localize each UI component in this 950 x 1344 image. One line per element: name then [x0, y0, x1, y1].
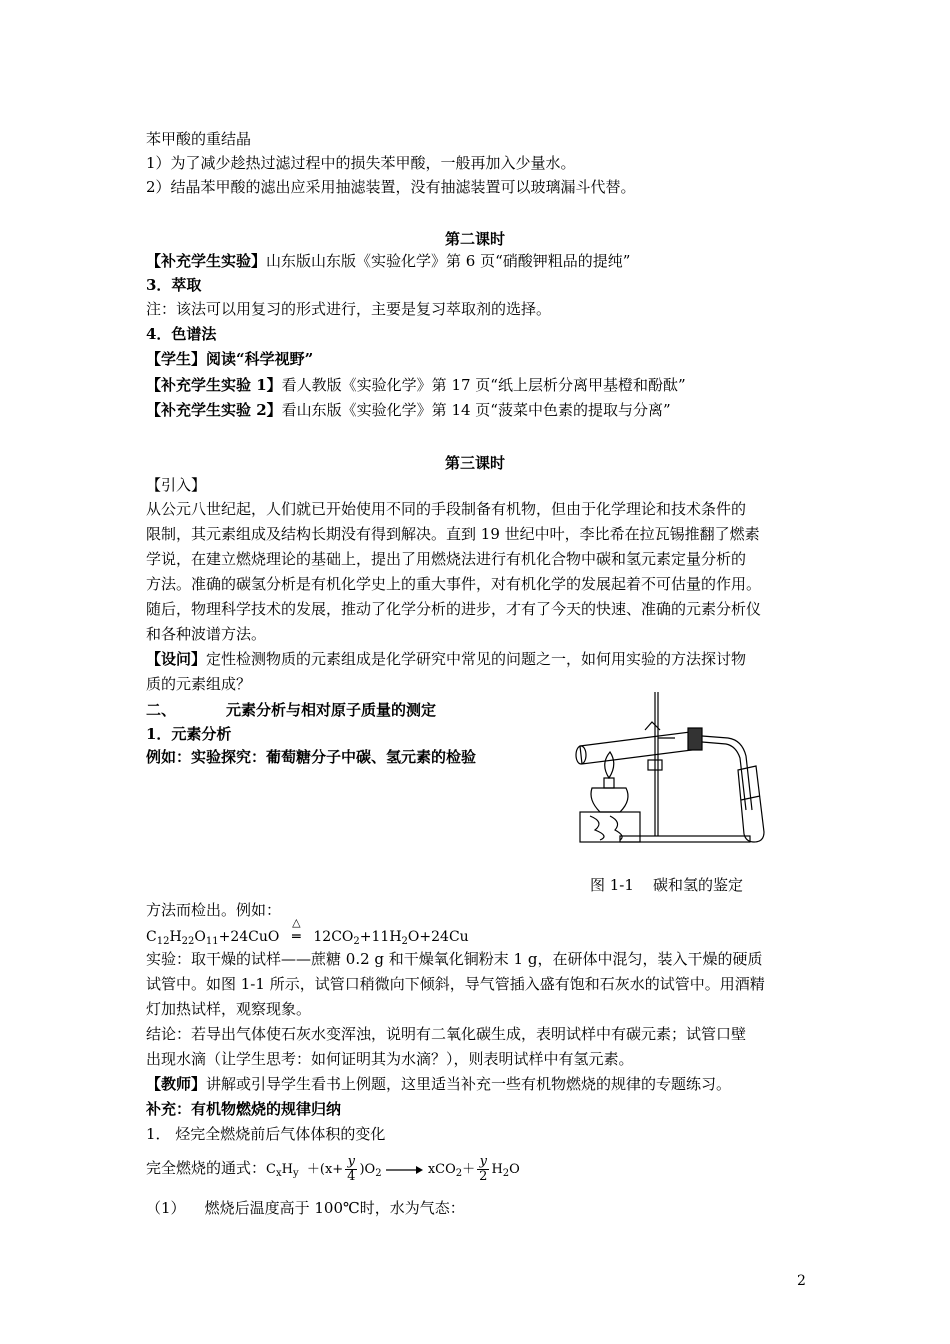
paragraph-line: 灯加热试样，观察现象。	[146, 1000, 312, 1018]
paragraph-line: 质的元素组成？	[146, 675, 252, 693]
paragraph-line: （1） 燃烧后温度高于 100℃时，水为气态：	[146, 1199, 465, 1217]
eq-text: ＋(x+	[306, 1162, 344, 1177]
lesson-heading: 第三课时	[444, 454, 505, 472]
paragraph	[146, 250, 630, 272]
equals-sign-heat: △ ═	[279, 926, 313, 948]
eq-sub: 11	[205, 936, 219, 947]
eq-text: )O	[359, 1162, 376, 1177]
fraction-denominator: 2	[479, 1169, 488, 1184]
eq-sub: 2	[401, 936, 408, 947]
paragraph-line	[146, 1073, 731, 1095]
reaction-arrow-icon	[386, 1165, 424, 1175]
text: 讲解或引导学生看书上例题，这里适当补充一些有机物燃烧的规律的专题练习。	[206, 1075, 732, 1093]
fraction	[345, 1155, 357, 1184]
text: 山东版山东版《实验化学》第 6 页“硝酸钾粗品的提纯”	[266, 252, 631, 270]
eq-sub: x	[275, 1168, 282, 1179]
page-number: 2	[797, 1273, 806, 1289]
eq-text: +11H	[359, 929, 402, 945]
eq-sub: y	[292, 1168, 299, 1179]
eq-text: O	[509, 1162, 520, 1177]
eq-text: H	[281, 1162, 293, 1177]
paragraph-line: 学说，在建立燃烧理论的基础上，提出了用燃烧法进行有机化合物中碳和氢元素定量分析的	[146, 550, 747, 568]
section-title: 苯甲酸的重结晶	[146, 130, 252, 148]
part-title: 元素分析与相对原子质量的测定	[226, 701, 437, 719]
paragraph-line: 方法。准确的碳氢分析是有机化学史上的重大事件，对有机化学的发展起着不可估量的作用。	[146, 575, 762, 593]
part-heading	[146, 699, 436, 721]
tag: 【设问】	[146, 650, 207, 668]
eq-sub: 2	[375, 1168, 382, 1179]
paragraph-line: 结论：若导出气体使石灰水变浑浊，说明有二氧化碳生成，表明试样中有碳元素；试管口壁	[146, 1025, 747, 1043]
paragraph: 2）结晶苯甲酸的滤出应采用抽滤装置，没有抽滤装置可以玻璃漏斗代替。	[146, 178, 636, 196]
eq-text: 12CO	[313, 929, 354, 945]
formula-label: 完全燃烧的通式：	[146, 1159, 267, 1177]
paragraph	[146, 399, 671, 421]
paragraph: 【学生】阅读“科学视野”	[146, 350, 314, 368]
subheading: 1．元素分析	[146, 725, 232, 743]
text: 看山东版《实验化学》第 14 页“菠菜中色素的提取与分离”	[281, 401, 671, 419]
eq-text: O	[194, 929, 206, 945]
fraction-numerator: y	[345, 1155, 357, 1170]
fraction	[477, 1155, 489, 1184]
paragraph-line: 限制，其元素组成及结构长期没有得到解决。直到 19 世纪中叶，李比希在拉瓦锡推翻了燃素	[146, 525, 760, 543]
paragraph-line: 试管中。如图 1-1 所示，试管口稍微向下倾斜，导气管插入盛有饱和石灰水的试管中。用酒精	[146, 975, 765, 993]
heat-symbol: △	[292, 916, 301, 929]
example-heading: 例如：实验探究：葡萄糖分子中碳、氢元素的检验	[146, 748, 477, 766]
paragraph-line: 和各种波谱方法。	[146, 625, 267, 643]
text: 定性检测物质的元素组成是化学研究中常见的问题之一，如何用实验的方法探讨物	[206, 650, 747, 668]
paragraph	[146, 374, 686, 396]
tag: 【教师】	[146, 1075, 207, 1093]
paragraph-line: 实验：取干燥的试样——蔗糖 0.2 g 和干燥氧化铜粉末 1 g，在研体中混匀，装入干燥的硬质	[146, 950, 763, 968]
eq-text: H	[491, 1162, 503, 1177]
fraction-denominator: 4	[347, 1169, 356, 1184]
tag: 【补充学生实验】	[146, 252, 267, 270]
eq-text: ＋	[462, 1162, 476, 1177]
text: 看人教版《实验化学》第 17 页“纸上层析分离甲基橙和酚酞”	[281, 376, 686, 394]
eq-text: xCO	[427, 1162, 456, 1177]
combustion-formula	[146, 1150, 520, 1192]
tag: 【补充学生实验 2】	[146, 401, 282, 419]
fraction-numerator: y	[477, 1155, 489, 1170]
tag: 【补充学生实验 1】	[146, 376, 282, 394]
part-number: 二、	[146, 701, 177, 719]
paragraph-line: 方法而检出。例如：	[146, 901, 282, 919]
subheading: 4．色谱法	[146, 325, 217, 343]
eq-text: +24CuO	[218, 929, 280, 945]
tag: 【引入】	[146, 476, 207, 494]
eq-sub: 2	[502, 1168, 510, 1179]
eq-text: C	[146, 929, 157, 945]
subheading: 3．萃取	[146, 276, 202, 294]
lesson-heading: 第二课时	[444, 230, 505, 248]
paragraph: 1）为了减少趁热过滤过程中的损失苯甲酸，一般再加入少量水。	[146, 154, 576, 172]
eq-sub: 2	[455, 1168, 463, 1179]
eq-sub: 22	[181, 936, 195, 947]
paragraph-line	[146, 648, 746, 670]
paragraph-line: 从公元八世纪起，人们就已开始使用不同的手段制备有机物，但由于化学理论和技术条件的	[146, 500, 747, 518]
figure-caption: 图 1-1 碳和氢的鉴定	[590, 876, 743, 894]
paragraph-line: 出现水滴（让学生思考：如何证明其为水滴？），则表明试样中有氢元素。	[146, 1050, 634, 1068]
paragraph: 注：该法可以用复习的形式进行，主要是复习萃取剂的选择。	[146, 300, 552, 318]
paragraph-line: 1． 烃完全燃烧前后气体体积的变化	[146, 1125, 386, 1143]
eq-sub: 12	[156, 936, 170, 947]
eq-text: C	[266, 1162, 276, 1177]
eq-sub: 2	[353, 936, 360, 947]
eq-text: O+24Cu	[407, 929, 469, 945]
apparatus-figure	[560, 690, 790, 850]
eq-text: H	[169, 929, 182, 945]
paragraph-line: 随后，物理科学技术的发展，推动了化学分析的进步，才有了今天的快速、准确的元素分析仪	[146, 600, 762, 618]
subheading: 补充：有机物燃烧的规律归纳	[146, 1100, 342, 1118]
